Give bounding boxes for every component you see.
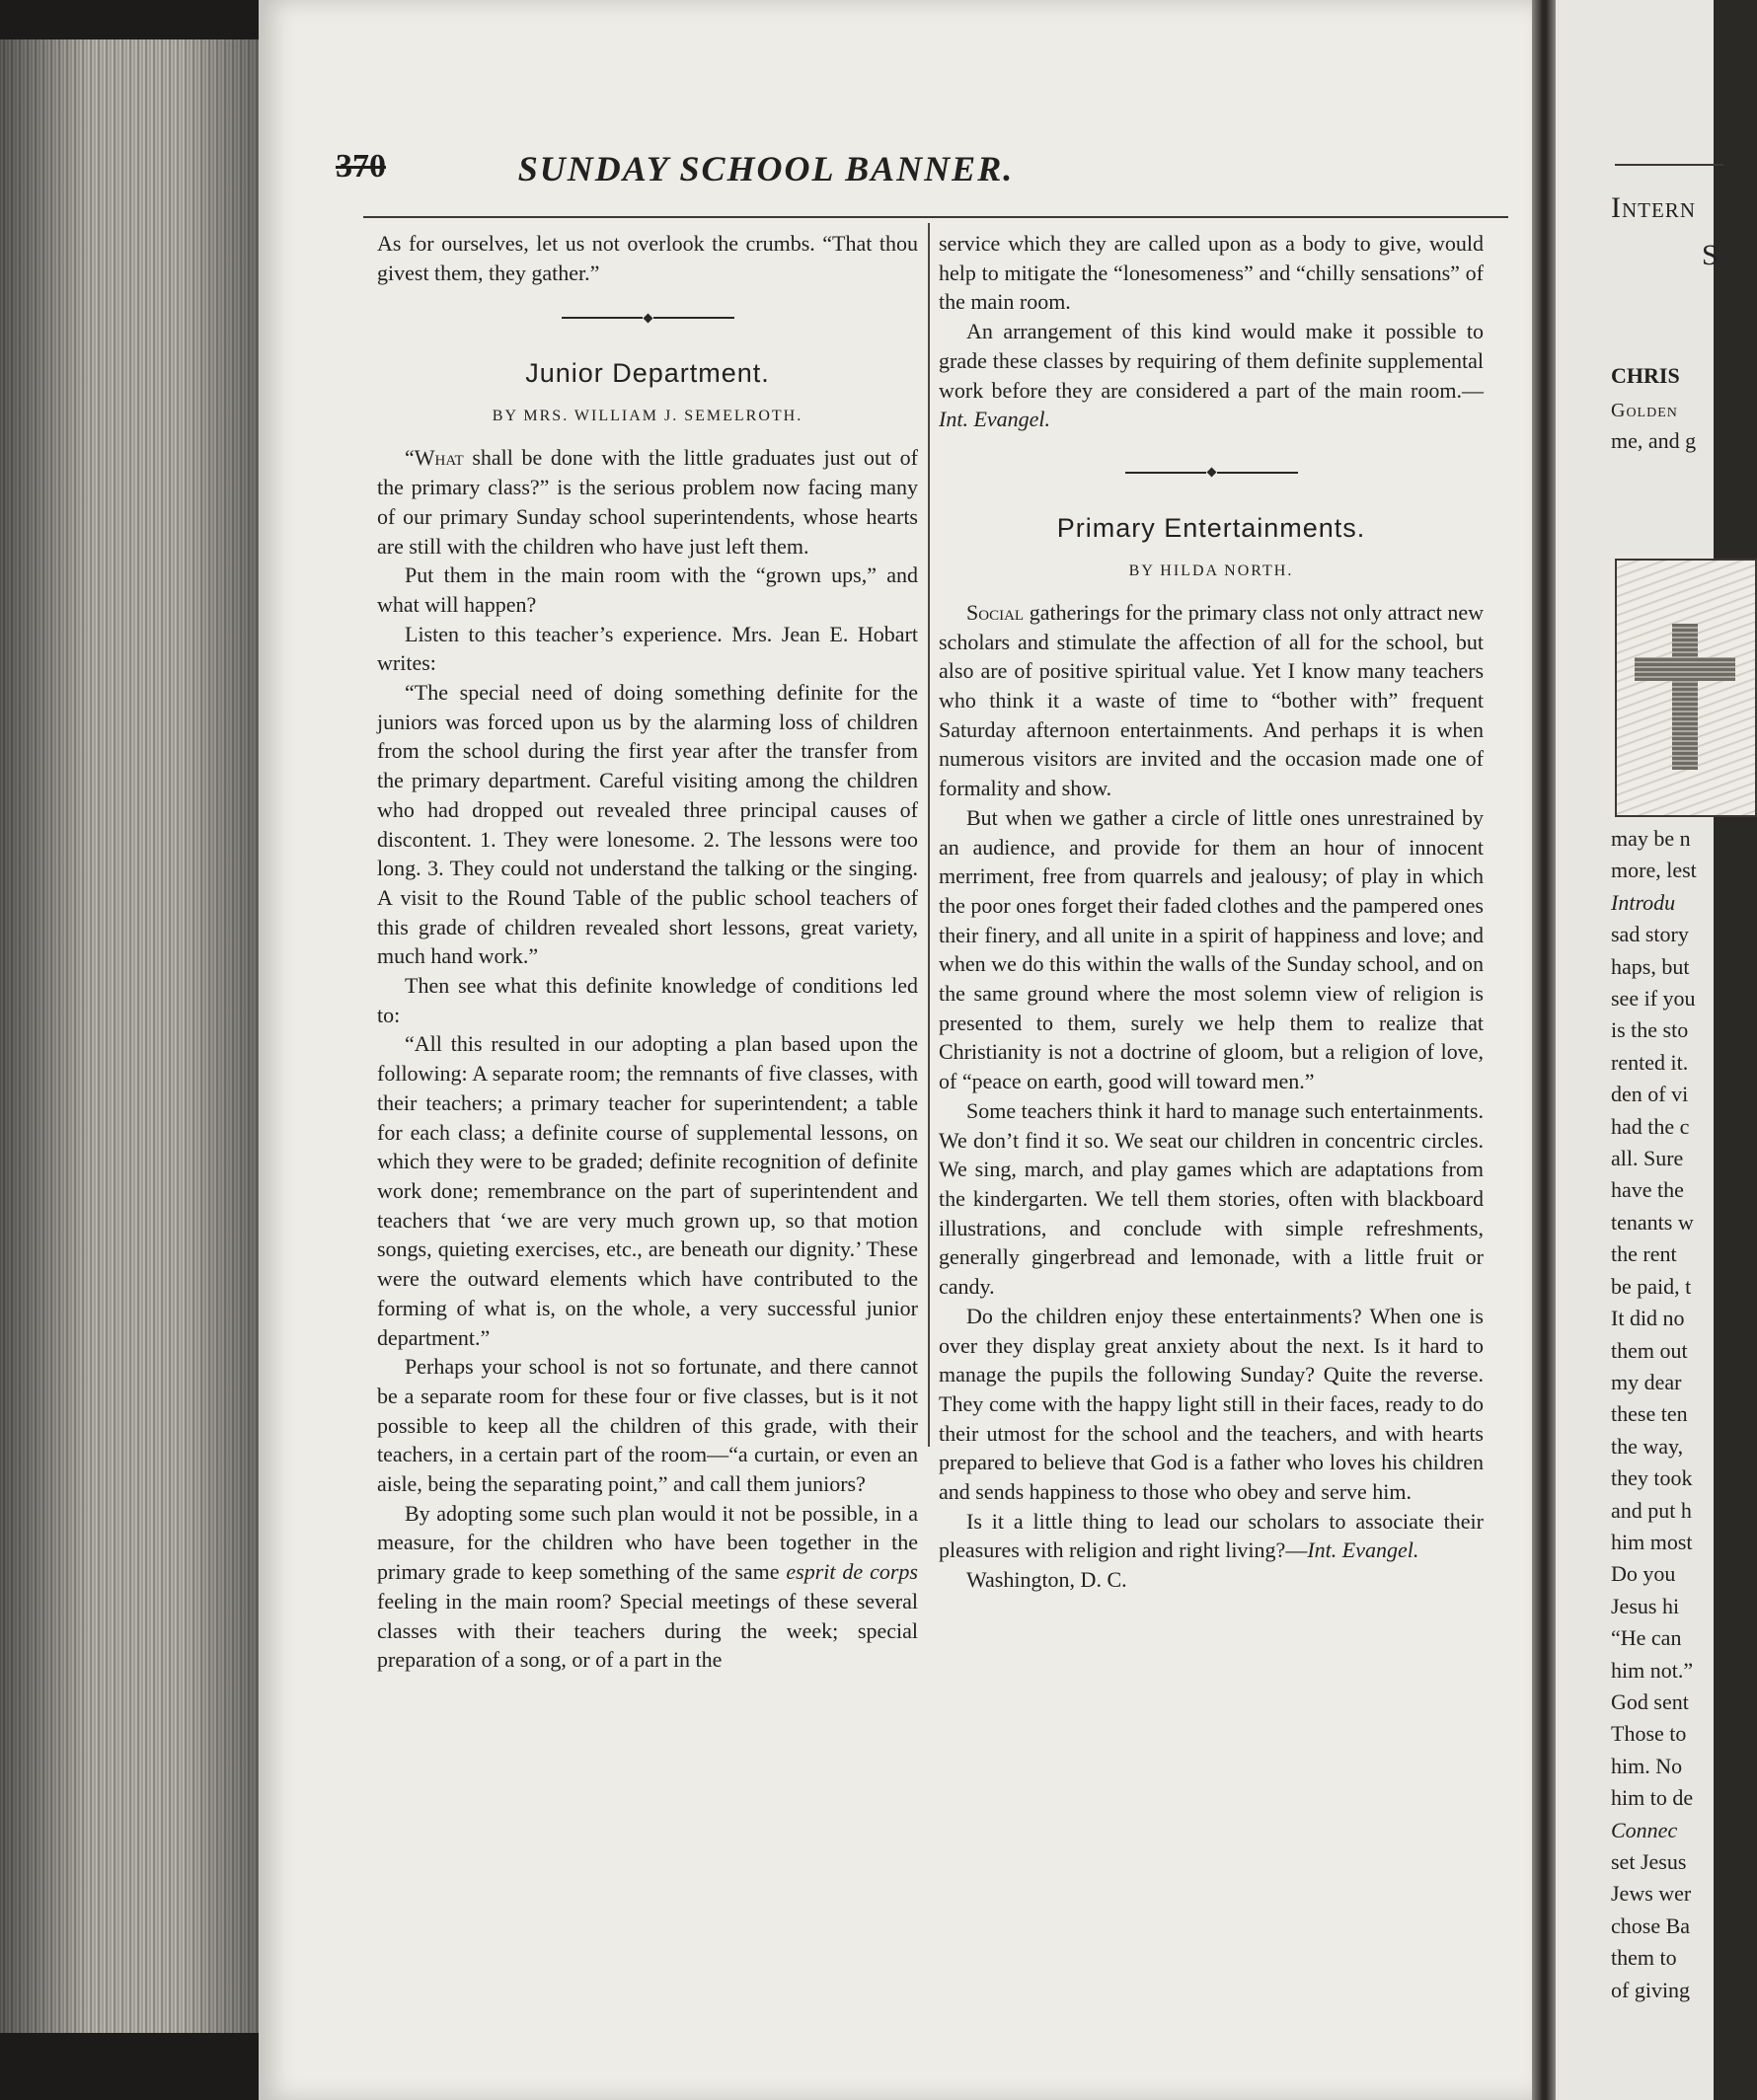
- book-top-shadow: [0, 0, 259, 39]
- facing-golden-text: me, and g: [1611, 428, 1697, 453]
- source-citation: Int. Evangel.: [1307, 1538, 1419, 1563]
- paragraph: Then see what this definite knowledge of conditions led to:: [377, 973, 918, 1027]
- paragraph: Listen to this teacher’s experience. Mrs. Jean E. Hobart writes:: [377, 621, 918, 676]
- header-rule: [363, 216, 1508, 218]
- facing-page-line: haps, but: [1611, 953, 1690, 979]
- facing-page-line: set Jesus: [1611, 1849, 1687, 1874]
- intro-paragraph: As for ourselves, let us not overlook the crumbs. “That thou givest them, they gather.”: [377, 231, 918, 285]
- opening-smallcaps: Social: [966, 599, 1025, 625]
- facing-golden-text-label: Golden: [1611, 400, 1678, 421]
- facing-page-line: have the: [1611, 1177, 1684, 1203]
- facing-page-line: may be n: [1611, 826, 1691, 851]
- paragraph-text: An arrangement of this kind would make it possible to grade these classes by requiring of them definite supplemental work before they are considered a part of the main room.—: [939, 319, 1484, 403]
- paragraph-text: gatherings for the primary class not only attract new scholars and stimulate the affection of all for the school, but also are of positive spiritual value. Yet I know many teachers who think it a waste of time to “bother with” frequent Saturday afternoon entertainments. And perhaps it is when numerous visitors are invited and the occasion made one of formality and show.: [939, 599, 1484, 801]
- facing-page-line: the way,: [1611, 1433, 1684, 1459]
- facing-page-line: is the sto: [1611, 1017, 1689, 1043]
- book-bottom-shadow: [0, 2033, 259, 2100]
- article-byline-semelroth: BY MRS. WILLIAM J. SEMELROTH.: [492, 408, 803, 425]
- paragraph: [939, 317, 1484, 434]
- facing-page-text: [1611, 823, 1697, 2006]
- paragraph-text: Is it a little thing to lead our scholars to associate their pleasures with religion and right living?—: [939, 1508, 1484, 1563]
- running-title: SUNDAY SCHOOL BANNER.: [517, 149, 1015, 188]
- facing-page-line: God sent: [1611, 1688, 1689, 1714]
- continuation-paragraph: service which they are called upon as a body to give, would help to mitigate the “lonesomeness” and “chilly sensations” of the main room.: [939, 231, 1484, 315]
- paragraph: But when we gather a circle of little ones unrestrained by an audience, and provide for them an hour of innocent merriment, free from quarrels and jealousy; of play in which the poor ones forget their faded clothes and the pampered ones their finery, and all unite in a spirit of happiness and love; and when we do this within the walls of the Sunday school, and on the same ground where the most solemn view of religion is presented to them, surely we help them to realize that Christianity is not a doctrine of gloom, but a religion of love, of “peace on earth, good will toward men.”: [939, 804, 1484, 1094]
- facing-page-line: Jews wer: [1611, 1881, 1692, 1907]
- facing-page-line: of giving: [1611, 1977, 1691, 2002]
- facing-page-line: them out: [1611, 1337, 1688, 1363]
- facing-page-line: see if you: [1611, 986, 1696, 1012]
- facing-page-line: my dear: [1611, 1369, 1682, 1394]
- facing-page-line: him. No: [1611, 1753, 1683, 1778]
- facing-page-line: sad story: [1611, 922, 1689, 947]
- facing-page-line: Jesus hi: [1611, 1593, 1680, 1618]
- column-divider: [928, 223, 930, 1447]
- facing-page-line: more, lest: [1611, 858, 1697, 883]
- paragraph-text: feeling in the main room? Special meetings of these several classes with their teachers during the week; special preparation of a song, or of a part in the: [377, 1588, 918, 1673]
- facing-page-line: be paid, t: [1611, 1273, 1692, 1299]
- facing-heading-line1: Intern: [1611, 191, 1696, 224]
- right-column: [939, 229, 1484, 1595]
- page-number: 370: [336, 148, 386, 185]
- paragraph: Put them in the main room with the “grown ups,” and what will happen?: [377, 562, 918, 617]
- paragraph: [377, 1499, 918, 1675]
- cross-vertical: [1672, 624, 1698, 770]
- section-separator: [377, 301, 918, 335]
- article-title-junior-department: Junior Department.: [525, 358, 770, 389]
- facing-page-line: had the c: [1611, 1113, 1690, 1139]
- facing-page-line: Introdu: [1611, 889, 1676, 915]
- paragraph: Some teachers think it hard to manage such entertainments. We don’t find it so. We seat our children in concentric circles. We sing, march, and play games which are adaptations from the kindergarten. We tell them stories, often with blackboard illustrations, and conclude with simple refreshments, generally gingerbread and lemonade, with a little fruit or candy.: [939, 1097, 1484, 1300]
- facing-page-line: him not.”: [1611, 1657, 1694, 1683]
- facing-page-line: these ten: [1611, 1401, 1688, 1427]
- book-page-edges: [0, 0, 259, 2100]
- paragraph: “The special need of doing something definite for the juniors was forced upon us by the alarming loss of children from the school during the first year after the transfer from the primary department. Careful visiting among the children who had dropped out revealed three principal causes of discontent. 1. They were lonesome. 2. The lessons were too long. 3. They could not understand the talking or the singing. A visit to the Round Table of the public school teachers of this grade of children revealed short lessons, great variety, much hand work.”: [377, 680, 918, 969]
- facing-page-line: rented it.: [1611, 1049, 1689, 1075]
- facing-page-line: him most: [1611, 1529, 1693, 1554]
- facing-page-line: Do you: [1611, 1561, 1676, 1587]
- paragraph-text: shall be done with the little graduates just out of the primary class?” is the serious problem now facing many of our primary Sunday school superintendents, whose hearts are still with the children who have just left them.: [377, 445, 918, 559]
- closing-location: Washington, D. C.: [966, 1567, 1127, 1593]
- facing-page-line: Connec: [1611, 1817, 1678, 1842]
- italic-phrase: esprit de corps: [786, 1559, 918, 1585]
- facing-page-line: “He can: [1611, 1625, 1682, 1651]
- book-gutter: [1532, 0, 1556, 2100]
- source-citation: Int. Evangel.: [939, 407, 1051, 432]
- facing-lesson-title: CHRIS: [1611, 363, 1680, 388]
- paragraph: Do the children enjoy these entertainments? When one is over they display great anxiety about the next. Is it hard to manage the pupils the following Sunday? Quite the reverse. They come with the happy light still in their faces, ready to do their utmost for the school and the teachers, and with hearts prepared to believe that God is a father who loves his children and sends happiness to those who obey and serve him.: [939, 1303, 1484, 1505]
- left-column: [377, 229, 918, 1675]
- facing-header-rule: [1615, 164, 1723, 166]
- facing-page-line: It did no: [1611, 1306, 1685, 1331]
- paragraph: [939, 1507, 1484, 1565]
- cross-horizontal: [1635, 657, 1735, 681]
- section-separator: [939, 456, 1484, 489]
- facing-page-line: all. Sure: [1611, 1146, 1684, 1171]
- opening-smallcaps: What: [414, 445, 464, 471]
- facing-page-line: and put h: [1611, 1497, 1692, 1523]
- paragraph-text: By adopting some such plan would it not be possible, in a measure, for the children who have been together in the primary grade to keep something of the same: [377, 1500, 918, 1585]
- facing-page-line: Those to: [1611, 1721, 1687, 1747]
- paragraph: [939, 598, 1484, 803]
- article-byline-north: BY HILDA NORTH.: [1128, 562, 1294, 579]
- paragraph: Perhaps your school is not so fortunate, and there cannot be a separate room for these four or five classes, but is it not possible to keep all the children of this grade, with their teachers, in a certain part of the room—“a curtain, or even an aisle, being the separating point,” and call them juniors?: [377, 1354, 918, 1497]
- facing-heading-line2: S: [1702, 239, 1719, 271]
- paragraph: “What shall be done with the little graduates just out of the primary class?” is the serious problem now facing many of our primary Sunday school superintendents, whose hearts are still with the children who have just left them.: [377, 445, 918, 559]
- facing-page-line: tenants w: [1611, 1209, 1694, 1235]
- facing-page-line: them to: [1611, 1945, 1677, 1971]
- article-title-primary-entertainments: Primary Entertainments.: [1056, 512, 1366, 543]
- facing-page-line: him to de: [1611, 1785, 1694, 1811]
- facing-page-line: den of vi: [1611, 1082, 1689, 1107]
- paragraph: “All this resulted in our adopting a plan based upon the following: A separate room; the remnants of five classes, with their teachers; a primary teacher for superintendent; a table for each class; a definite course of supplemental lessons, on which they were to be graded; definite recognition of definite work done; remembrance on the part of superintendent and teachers that ‘we are very much grown up, so that motion songs, quieting exercises, etc., are beneath our dignity.’ These were the outward elements which have contributed to the forming of what is, on the whole, a very successful junior department.”: [377, 1031, 918, 1350]
- facing-page-line: the rent: [1611, 1241, 1677, 1267]
- facing-page: [1556, 0, 1719, 2100]
- facing-page-line: chose Ba: [1611, 1912, 1691, 1938]
- facing-page-line: they took: [1611, 1465, 1693, 1491]
- cross-illustration: [1615, 559, 1757, 817]
